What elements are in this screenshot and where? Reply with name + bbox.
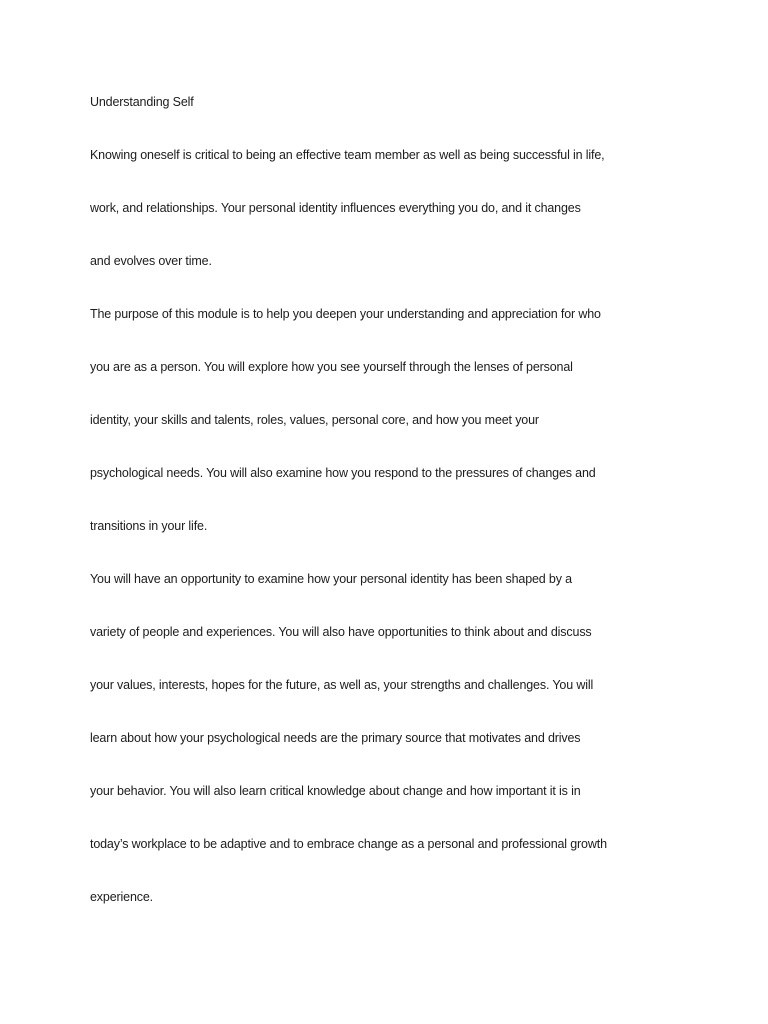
text-line: variety of people and experiences. You will also have opportunities to think about and discuss: [90, 625, 592, 639]
text-line: psychological needs. You will also examine how you respond to the pressures of changes and: [90, 466, 596, 480]
text-line: you are as a person. You will explore how you see yourself through the lenses of personal: [90, 360, 573, 374]
text-line: identity, your skills and talents, roles, values, personal core, and how you meet your: [90, 413, 539, 427]
text-line: Knowing oneself is critical to being an effective team member as well as being successful in life,: [90, 148, 605, 162]
text-line: today’s workplace to be adaptive and to embrace change as a personal and professional growth: [90, 837, 607, 851]
text-line: experience.: [90, 890, 153, 904]
text-line: You will have an opportunity to examine how your personal identity has been shaped by a: [90, 572, 572, 586]
text-line: learn about how your psychological needs are the primary source that motivates and drives: [90, 731, 581, 745]
text-line: transitions in your life.: [90, 519, 208, 533]
text-line: work, and relationships. Your personal identity influences everything you do, and it changes: [90, 201, 581, 215]
text-line: and evolves over time.: [90, 254, 212, 268]
text-line: The purpose of this module is to help you deepen your understanding and appreciation for who: [90, 307, 601, 321]
text-line: your behavior. You will also learn critical knowledge about change and how important it is in: [90, 784, 581, 798]
document-title: Understanding Self: [90, 95, 194, 109]
text-line: your values, interests, hopes for the future, as well as, your strengths and challenges. You will: [90, 678, 594, 692]
